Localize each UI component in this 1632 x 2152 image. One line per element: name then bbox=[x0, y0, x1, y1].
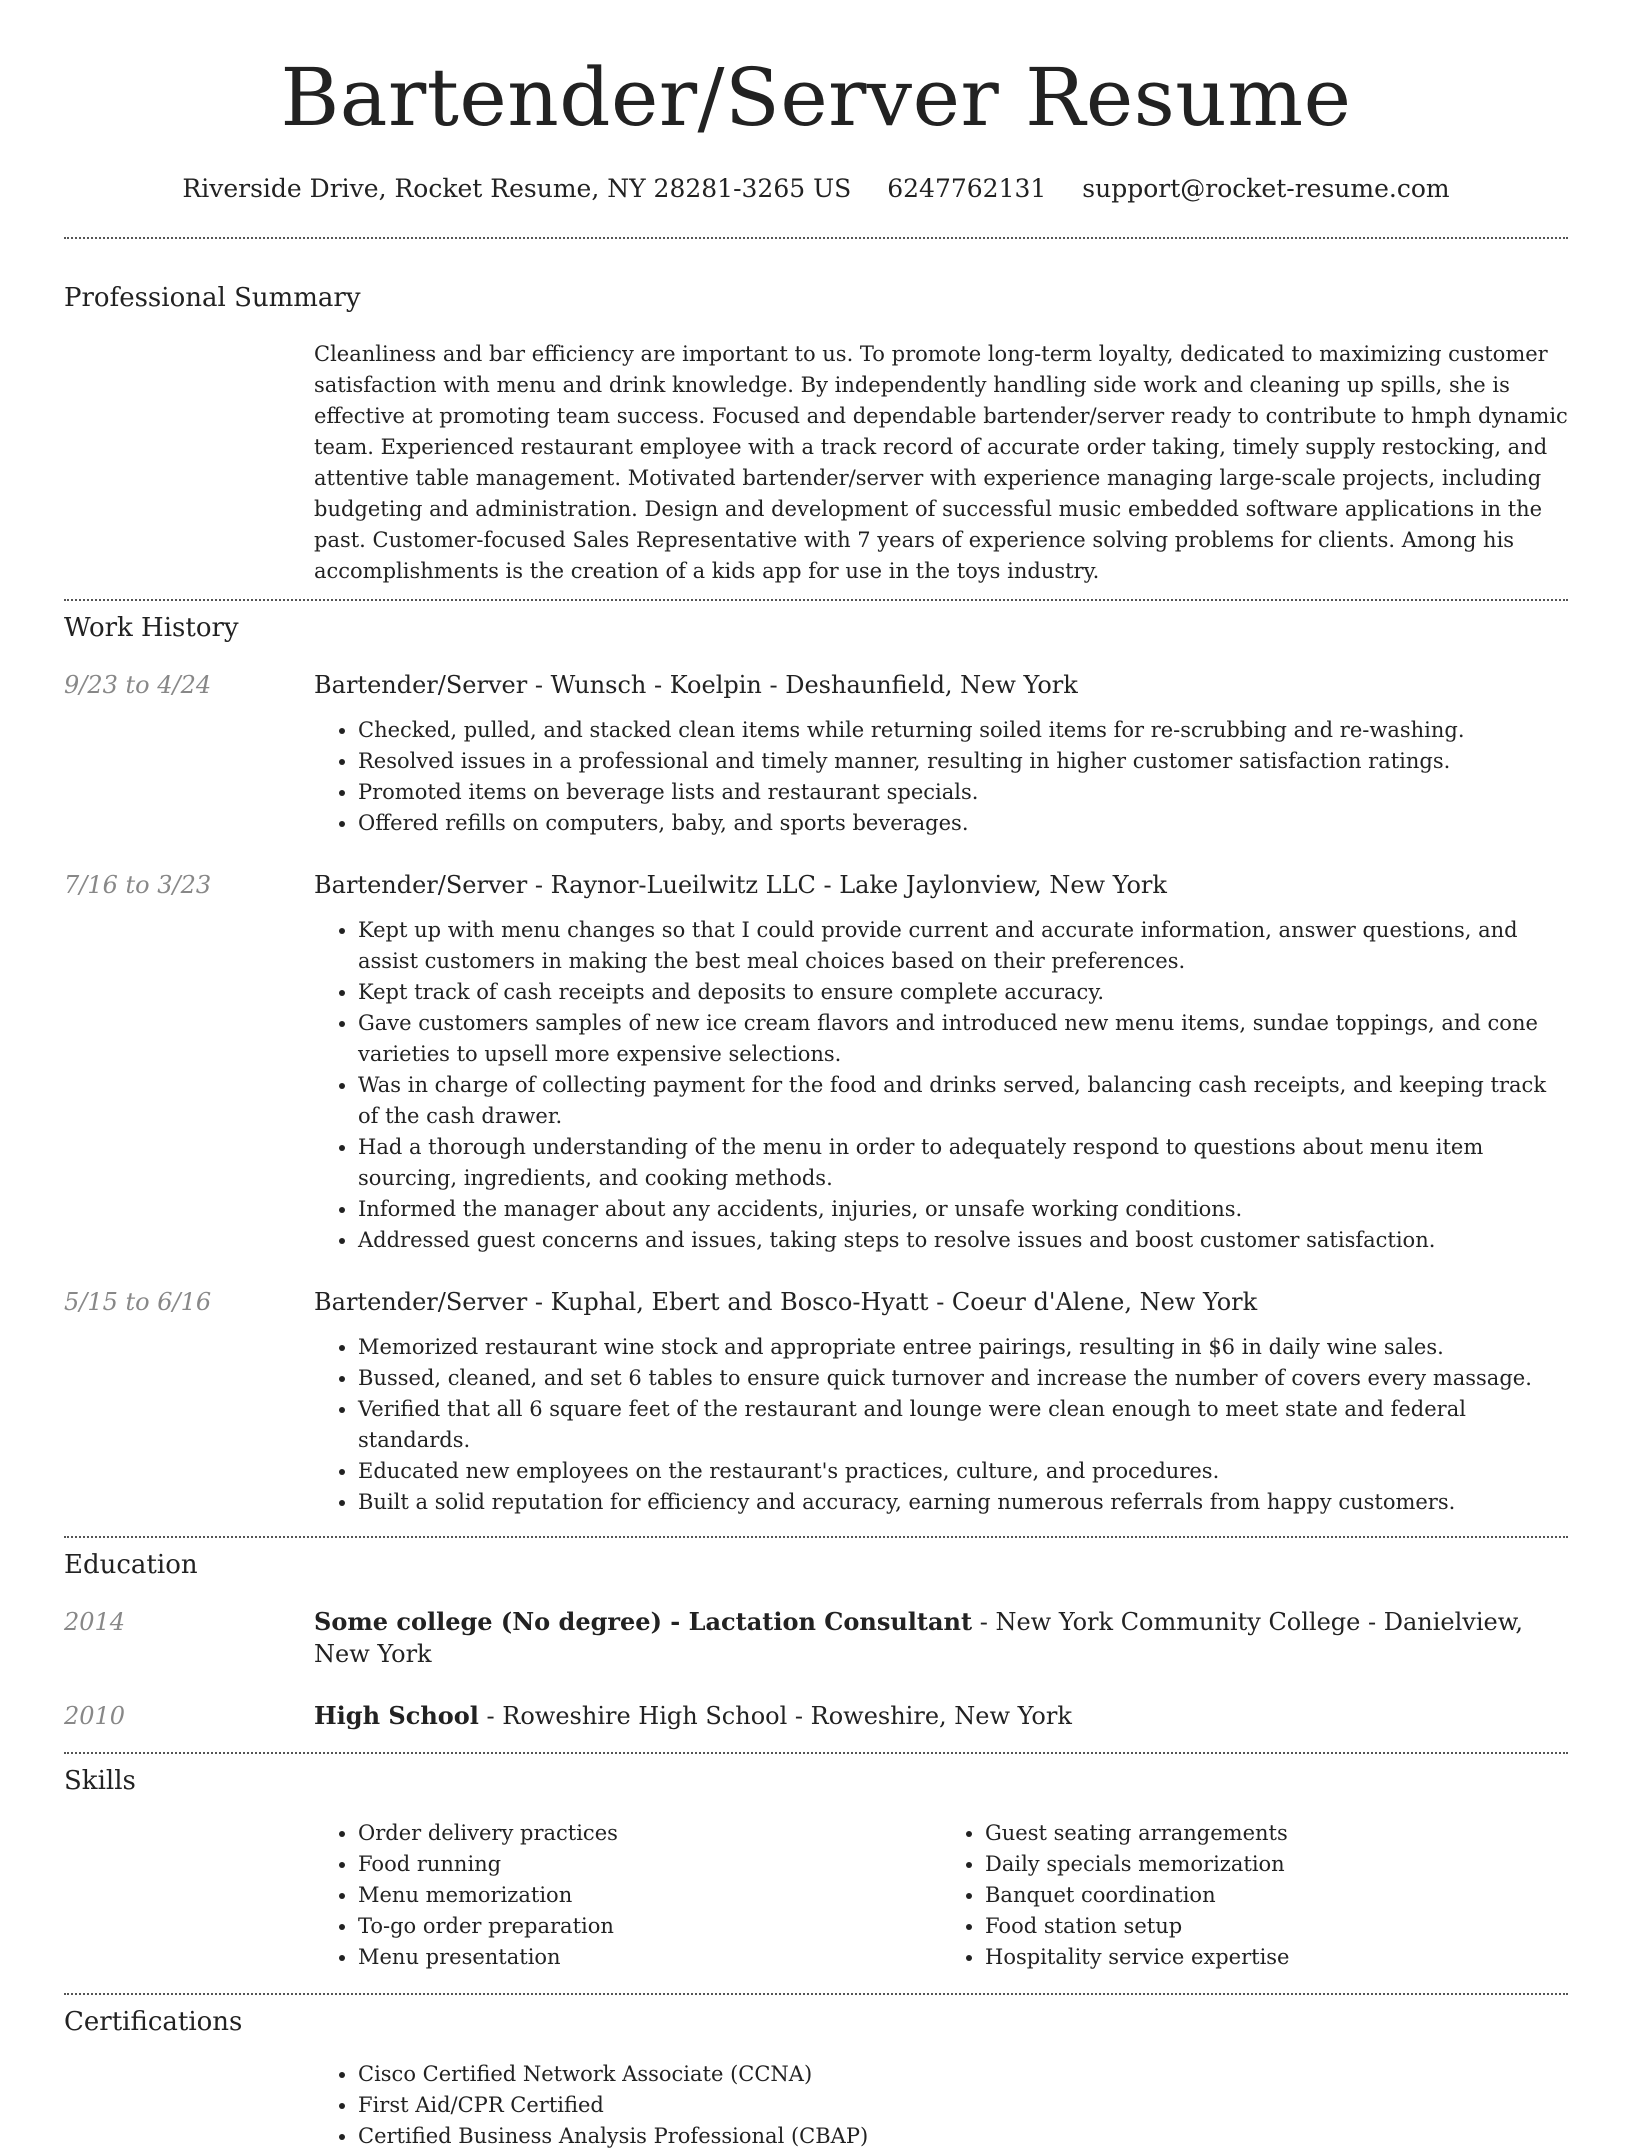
job-bullets bbox=[314, 1332, 1568, 1518]
job-bullets bbox=[314, 915, 1568, 1256]
list-item: • Gave customers samples of new ice cream flavors and introduced new menu items, sundae toppings, and cone varieties to upsell more expensive selections. bbox=[358, 1008, 1568, 1070]
resume-title: Bartender/Server Resume bbox=[280, 51, 1352, 144]
list-item: • Educated new employees on the restaurant's practices, culture, and procedures. bbox=[358, 1456, 1568, 1487]
list-item: • Order delivery practices bbox=[358, 1818, 941, 1849]
list-item: • Offered refills on computers, baby, and sports beverages. bbox=[358, 808, 1568, 839]
job-entry bbox=[64, 669, 1568, 839]
list-item: • Hospitality service expertise bbox=[985, 1942, 1568, 1973]
divider bbox=[64, 237, 1568, 239]
job-title: Bartender/Server - Wunsch - Koelpin - Deshaunfield, New York bbox=[314, 671, 1078, 699]
education-degree: High School bbox=[314, 1701, 479, 1730]
certifications-list bbox=[314, 2059, 1568, 2152]
summary-text: Cleanliness and bar efficiency are important to us. To promote long-term loyalty, dedicated to maximizing customer satisfaction with menu and drink knowledge. By independently handling side work and cleaning up spills, she is effective at promoting team success. Focused and dependable bartender/server ready to contribute to hmph dynamic team. Experienced restaurant employee with a track record of accurate order taking, timely supply restocking, and attentive table management. Motivated bartender/server with experience managing large-scale projects, including budgeting and administration. Design and development of successful music embedded software applications in the past. Customer-focused Sales Representative with 7 years of experience solving problems for clients. Among his accomplishments is the creation of a kids app for use in the toys industry. bbox=[314, 342, 1568, 583]
list-item: • Menu presentation bbox=[358, 1942, 941, 1973]
contact-address: Riverside Drive, Rocket Resume, NY 28281-3265 US bbox=[182, 174, 852, 203]
list-item: • Built a solid reputation for efficiency and accuracy, earning numerous referrals from happy customers. bbox=[358, 1487, 1568, 1518]
skills-section bbox=[64, 1754, 1568, 1973]
skills-heading: Skills bbox=[64, 1766, 136, 1796]
skills-columns bbox=[314, 1818, 1568, 1973]
education-title bbox=[314, 1700, 1568, 1732]
list-item: • Bussed, cleaned, and set 6 tables to ensure quick turnover and increase the number of covers every massage. bbox=[358, 1363, 1568, 1394]
job-date: 5/15 to 6/16 bbox=[64, 1288, 212, 1316]
job-date: 9/23 to 4/24 bbox=[64, 671, 212, 699]
work-section bbox=[64, 601, 1568, 1518]
education-entry bbox=[64, 1700, 1568, 1732]
education-date: 2014 bbox=[64, 1608, 126, 1636]
list-item: • Banquet coordination bbox=[985, 1880, 1568, 1911]
list-item: • Informed the manager about any accidents, injuries, or unsafe working conditions. bbox=[358, 1194, 1568, 1225]
contact-email: support@rocket-resume.com bbox=[1082, 174, 1450, 203]
job-title: Bartender/Server - Raynor-Lueilwitz LLC - Lake Jaylonview, New York bbox=[314, 871, 1167, 899]
education-entry bbox=[64, 1606, 1568, 1670]
education-section bbox=[64, 1538, 1568, 1732]
list-item: • First Aid/CPR Certified bbox=[358, 2090, 1568, 2121]
job-bullets bbox=[314, 715, 1568, 839]
list-item: • Had a thorough understanding of the menu in order to adequately respond to questions about menu item sourcing, ingredients, and cooking methods. bbox=[358, 1132, 1568, 1194]
job-entry bbox=[64, 869, 1568, 1256]
education-school: - New York Community College - Danielview, New York bbox=[314, 1608, 1524, 1668]
skills-column-1 bbox=[314, 1818, 941, 1973]
list-item: • Verified that all 6 square feet of the restaurant and lounge were clean enough to meet state and federal standards. bbox=[358, 1394, 1568, 1456]
education-heading: Education bbox=[64, 1550, 198, 1580]
list-item: • Certified Business Analysis Professional (CBAP) bbox=[358, 2121, 1568, 2152]
list-item: • Food station setup bbox=[985, 1911, 1568, 1942]
job-entry bbox=[64, 1286, 1568, 1518]
list-item: • Guest seating arrangements bbox=[985, 1818, 1568, 1849]
job-date: 7/16 to 3/23 bbox=[64, 871, 212, 899]
list-item: • Kept track of cash receipts and deposits to ensure complete accuracy. bbox=[358, 977, 1568, 1008]
list-item: • Menu memorization bbox=[358, 1880, 941, 1911]
contact-line bbox=[64, 174, 1568, 203]
list-item: • Cisco Certified Network Associate (CCNA) bbox=[358, 2059, 1568, 2090]
education-school: - Roweshire High School - Roweshire, New York bbox=[478, 1702, 1072, 1730]
certifications-section bbox=[64, 1995, 1568, 2152]
list-item: • Checked, pulled, and stacked clean items while returning soiled items for re-scrubbing and re-washing. bbox=[358, 715, 1568, 746]
education-date: 2010 bbox=[64, 1702, 126, 1730]
list-item: • Food running bbox=[358, 1849, 941, 1880]
contact-phone: 6247762131 bbox=[887, 174, 1047, 203]
list-item: • Promoted items on beverage lists and restaurant specials. bbox=[358, 777, 1568, 808]
certifications-heading: Certifications bbox=[64, 2007, 243, 2037]
education-degree: Some college (No degree) - Lactation Consultant bbox=[314, 1607, 973, 1636]
summary-section bbox=[64, 283, 1568, 587]
list-item: • Memorized restaurant wine stock and appropriate entree pairings, resulting in $6 in daily wine sales. bbox=[358, 1332, 1568, 1363]
skills-column-2 bbox=[941, 1818, 1568, 1973]
list-item: • Addressed guest concerns and issues, taking steps to resolve issues and boost customer satisfaction. bbox=[358, 1225, 1568, 1256]
education-title bbox=[314, 1606, 1568, 1670]
list-item: • Daily specials memorization bbox=[985, 1849, 1568, 1880]
list-item: • Resolved issues in a professional and timely manner, resulting in higher customer satisfaction ratings. bbox=[358, 746, 1568, 777]
summary-heading: Professional Summary bbox=[64, 283, 361, 313]
jobs-list bbox=[64, 669, 1568, 1518]
list-item: • Kept up with menu changes so that I could provide current and accurate information, answer questions, and assist customers in making the best meal choices based on their preferences. bbox=[358, 915, 1568, 977]
job-title: Bartender/Server - Kuphal, Ebert and Bosco-Hyatt - Coeur d'Alene, New York bbox=[314, 1288, 1258, 1316]
list-item: • To-go order preparation bbox=[358, 1911, 941, 1942]
list-item: • Was in charge of collecting payment for the food and drinks served, balancing cash receipts, and keeping track of the cash drawer. bbox=[358, 1070, 1568, 1132]
work-heading: Work History bbox=[64, 613, 239, 643]
